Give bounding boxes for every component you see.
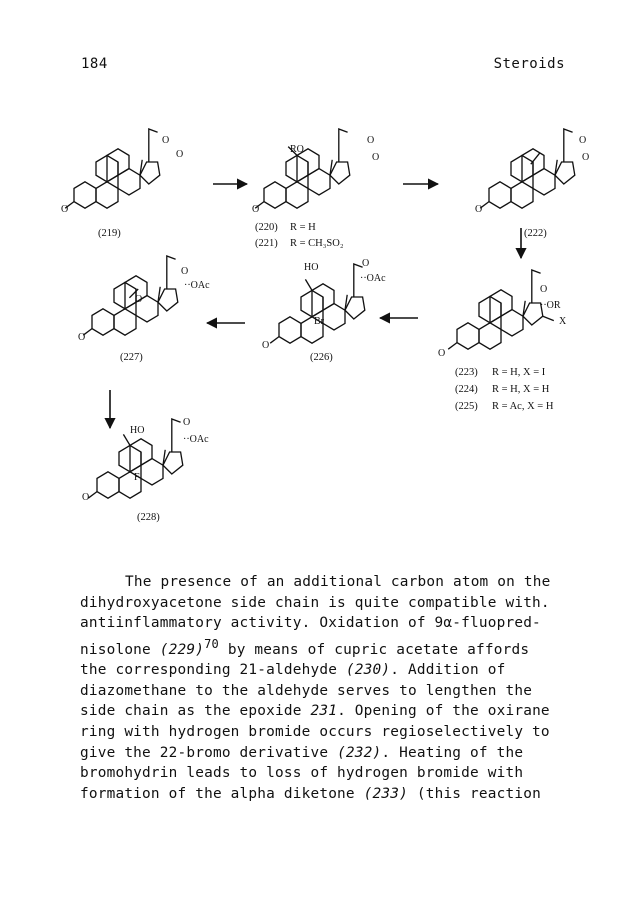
r-221: R = CH₃SO₂ xyxy=(290,238,344,249)
structure-226 xyxy=(270,264,365,343)
text-line: the corresponding 21-aldehyde (230). Addition of xyxy=(80,662,506,679)
atom-o-219-top: O xyxy=(162,135,170,146)
label-225: (225) xyxy=(455,401,478,412)
text-line: diazomethane to the aldehyde serves to lengthen the xyxy=(80,682,533,699)
text-line: nisolone $(229)^{70}$ by means of cupric acetate affords xyxy=(80,636,530,658)
atom-ho-228: HO xyxy=(130,425,145,436)
atom-oac-228: ··OAc xyxy=(183,434,209,445)
atom-o-227-epox: O xyxy=(135,294,143,305)
atom-o-220-top: O xyxy=(367,135,375,146)
body-paragraph xyxy=(80,572,580,804)
atom-o-220: O xyxy=(252,204,260,215)
text-line: antiinflammatory activity. Oxidation of 9α-fluopred- xyxy=(80,615,541,632)
atom-o-220-epox: O xyxy=(372,152,380,163)
atom-ro: RO xyxy=(290,144,304,155)
atom-o-222-top: O xyxy=(579,135,587,146)
atom-br: Br xyxy=(314,316,324,327)
atom-o-228: O xyxy=(82,492,90,503)
text-line: give the 22-bromo derivative (232). Heating of the xyxy=(80,744,524,761)
label-228: (228) xyxy=(137,512,160,523)
atom-o-222: O xyxy=(475,204,483,215)
atom-o-226: O xyxy=(262,340,270,351)
text-line: formation of the alpha diketone (233) (this reaction xyxy=(80,785,541,802)
text-line: ring with hydrogen bromide occurs regioselectively to xyxy=(80,723,550,740)
label-227: (227) xyxy=(120,352,143,363)
r-223: R = H, X = I xyxy=(492,367,546,378)
atom-o-223: O xyxy=(438,348,446,359)
label-226: (226) xyxy=(310,352,333,363)
label-219: (219) xyxy=(98,228,121,239)
label-223: (223) xyxy=(455,367,478,378)
atom-o-219: O xyxy=(61,204,69,215)
label-220: (220) xyxy=(255,222,278,233)
structure-222 xyxy=(480,129,575,208)
r-224: R = H, X = H xyxy=(492,384,550,395)
atom-oac-227: ··OAc xyxy=(184,280,210,291)
atom-o-227-top: O xyxy=(181,266,189,277)
text-line: side chain as the epoxide 231. Opening of the oxirane xyxy=(80,703,550,720)
structure-227 xyxy=(83,256,178,335)
atom-o-227: O xyxy=(78,332,86,343)
atom-o-223-top: O xyxy=(540,284,548,295)
atom-o-226-top: O xyxy=(362,258,370,269)
structure-220 xyxy=(255,129,350,208)
structure-223 xyxy=(448,270,554,349)
atom-or: ··OR xyxy=(540,300,561,311)
atom-f: F xyxy=(134,472,140,483)
text-line: The presence of an additional carbon atom on the xyxy=(125,574,551,590)
page-number: 184 xyxy=(81,56,108,72)
running-head: Steroids xyxy=(493,56,565,72)
atom-o-219-epox: O xyxy=(176,149,184,160)
label-222: (222) xyxy=(524,228,547,239)
r-225: R = Ac, X = H xyxy=(492,401,554,412)
atom-o-228-top: O xyxy=(183,417,191,428)
atom-o-222-epox: O xyxy=(582,152,590,163)
r-220: R = H xyxy=(290,222,316,233)
text-line: bromohydrin leads to loss of hydrogen bromide with xyxy=(80,765,524,782)
label-224: (224) xyxy=(455,384,478,395)
structure-219 xyxy=(65,129,160,208)
atom-x: X xyxy=(559,316,567,327)
atom-ho-226: HO xyxy=(304,262,319,273)
atom-oac-226: ··OAc xyxy=(360,273,386,284)
text-line: dihydroxyacetone side chain is quite compatible with. xyxy=(80,594,550,611)
label-221: (221) xyxy=(255,238,278,249)
